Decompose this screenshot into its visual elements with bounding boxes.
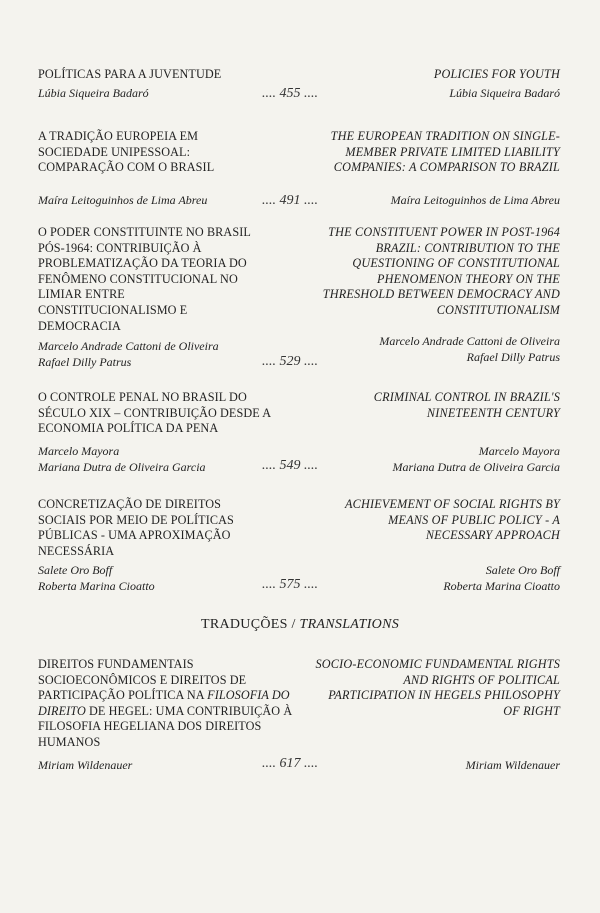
pt-author: Marcelo Andrade Cattoni de Oliveira — [38, 339, 219, 353]
en-author: Marcelo Andrade Cattoni de Oliveira — [379, 334, 560, 348]
en-author: Miriam Wildenauer — [465, 758, 560, 772]
page-number: .... 549 .... — [262, 458, 318, 473]
pt-author: Lúbia Siqueira Badaró — [38, 86, 149, 100]
page-number: .... 575 .... — [262, 577, 318, 592]
en-author: Maíra Leitoguinhos de Lima Abreu — [390, 193, 560, 207]
en-author: Rafael Dilly Patrus — [466, 350, 560, 364]
en-author: Lúbia Siqueira Badaró — [449, 86, 560, 100]
page-number: .... 491 .... — [262, 193, 318, 208]
page-number: .... 529 .... — [262, 354, 318, 369]
pt-author: Roberta Marina Cioatto — [38, 579, 155, 593]
en-author: Mariana Dutra de Oliveira Garcia — [392, 460, 560, 474]
section-heading-pt: TRADUÇÕES — [200, 617, 288, 632]
pt-author: Rafael Dilly Patrus — [38, 355, 132, 369]
pt-author: Salete Oro Boff — [38, 563, 113, 577]
en-title: ACHIEVEMENT OF SOCIAL RIGHTS BY MEANS OF PUBLIC POLICY - A NECESSARY APPROACH — [345, 497, 560, 543]
en-author: Marcelo Mayora — [478, 444, 560, 458]
pt-author: Marcelo Mayora — [38, 444, 120, 458]
pt-title-part: DE HEGEL: UMA CONTRIBUIÇÃO À FILOSOFIA HEGELIANA DOS DIREITOS HUMANOS — [38, 703, 293, 749]
section-heading — [0, 617, 600, 633]
en-title: POLICIES FOR YOUTH — [433, 67, 560, 81]
pt-title-italic-part: FILOSOFIA DO DIREITO — [38, 688, 290, 718]
pt-title: CONCRETIZAÇÃO DE DIREITOS SOCIAIS POR MEIO DE POLÍTICAS PÚBLICAS - UMA APROXIMAÇÃO NECESSÁRIA — [38, 497, 234, 558]
pt-title: A TRADIÇÃO EUROPEIA EM SOCIEDADE UNIPESSOAL: COMPARAÇÃO COM O BRASIL — [38, 129, 215, 175]
page-number: .... 455 .... — [262, 86, 318, 101]
section-heading-en: TRANSLATIONS — [299, 617, 400, 632]
en-title: THE EUROPEAN TRADITION ON SINGLE-MEMBER PRIVATE LIMITED LIABILITY COMPANIES: A COMPARISON TO BRAZIL — [330, 129, 560, 175]
en-author: Roberta Marina Cioatto — [443, 579, 560, 593]
pt-title: O CONTROLE PENAL NO BRASIL DO SÉCULO XIX – CONTRIBUIÇÃO DESDE A ECONOMIA POLÍTICA DA PENA — [38, 390, 271, 436]
pt-author: Miriam Wildenauer — [38, 758, 133, 772]
section-heading-separator: / — [287, 617, 300, 632]
pt-author: Mariana Dutra de Oliveira Garcia — [38, 460, 206, 474]
en-title: SOCIO-ECONOMIC FUNDAMENTAL RIGHTS AND RIGHTS OF POLITICAL PARTICIPATION IN HEGELS PHILOSOPHY OF RIGHT — [315, 657, 560, 718]
pt-title: POLÍTICAS PARA A JUVENTUDE — [38, 67, 222, 81]
pt-title: O PODER CONSTITUINTE NO BRASIL PÓS-1964: CONTRIBUIÇÃO À PROBLEMATIZAÇÃO DA TEORIA DO FENÔMENO CONSTITUCIONAL NO LIMIAR ENTRE CONSTITUCIONALISMO E DEMOCRACIA — [38, 225, 251, 333]
pt-title-part: DIREITOS FUNDAMENTAIS SOCIOECONÔMICOS E DIREITOS DE PARTICIPAÇÃO POLÍTICA NA — [38, 657, 247, 703]
pt-title — [38, 657, 293, 751]
pt-author: Maíra Leitoguinhos de Lima Abreu — [38, 193, 208, 207]
en-title: THE CONSTITUENT POWER IN POST-1964 BRAZIL: CONTRIBUTION TO THE QUESTIONING OF CONSTITUTIONAL PHENOMENON THEORY ON THE THRESHOLD BETWEEN DEMOCRACY AND CONSTITUTIONALISM — [322, 225, 560, 317]
en-author: Salete Oro Boff — [485, 563, 560, 577]
en-title: CRIMINAL CONTROL IN BRAZIL'S NINETEENTH CENTURY — [373, 390, 560, 420]
page-number: .... 617 .... — [262, 756, 318, 771]
